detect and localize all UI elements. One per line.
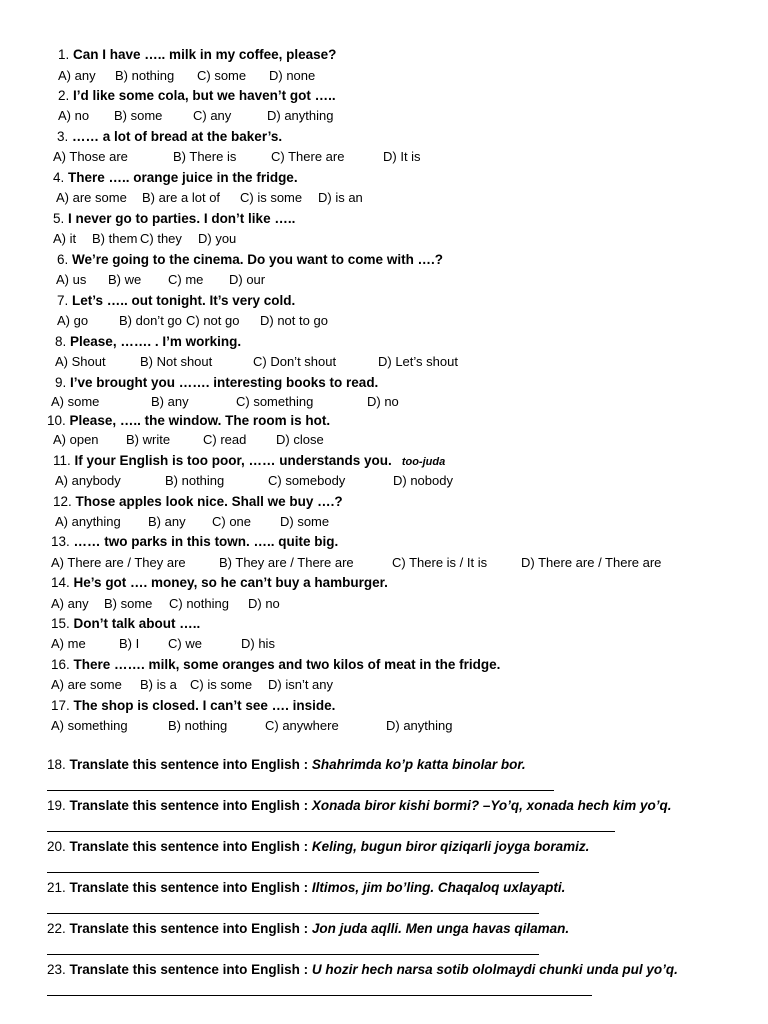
- answer-line-22[interactable]: [47, 954, 539, 955]
- options-16: [51, 677, 333, 693]
- question-11: [53, 453, 445, 470]
- question-text: Can I have ….. milk in my coffee, please?: [73, 47, 337, 62]
- translation-20: [47, 839, 589, 855]
- question-number: 4.: [53, 170, 65, 185]
- option-b: B) are a lot of: [142, 190, 221, 205]
- translation-21: [47, 880, 565, 896]
- option-c: C) Don’t shout: [253, 354, 337, 369]
- question-number: 20.: [47, 839, 66, 854]
- question-7: [57, 293, 295, 309]
- options-3: [53, 149, 421, 165]
- question-number: 10.: [47, 413, 66, 428]
- options-8: [55, 354, 458, 370]
- question-13: [51, 534, 338, 550]
- translation-19: [47, 798, 671, 814]
- option-a: A) something: [51, 718, 128, 733]
- options-11: [55, 473, 453, 489]
- answer-line-19[interactable]: [47, 831, 615, 832]
- question-number: 23.: [47, 962, 66, 977]
- option-c: C) we: [168, 636, 202, 651]
- options-7: [57, 313, 328, 329]
- translation-label: Translate this sentence into English :: [69, 757, 309, 772]
- option-c: C) anywhere: [265, 718, 339, 733]
- question-text: …… two parks in this town. ….. quite big.: [73, 534, 339, 549]
- option-d: D) isn’t any: [268, 677, 334, 692]
- question-number: 19.: [47, 798, 66, 813]
- question-14: [51, 575, 388, 591]
- answer-line-20[interactable]: [47, 872, 539, 873]
- translation-label: Translate this sentence into English :: [69, 839, 309, 854]
- option-a: A) anything: [55, 514, 121, 529]
- question-text: The shop is closed. I can’t see …. inside.: [73, 698, 336, 713]
- options-14: [51, 596, 280, 612]
- option-d: D) nobody: [393, 473, 453, 488]
- options-2: [58, 108, 333, 124]
- option-b: B) some: [104, 596, 153, 611]
- question-3: [57, 129, 282, 145]
- question-text: …… a lot of bread at the baker’s.: [72, 129, 283, 144]
- question-number: 8.: [55, 334, 67, 349]
- option-d: D) some: [280, 514, 330, 529]
- question-number: 9.: [55, 375, 67, 390]
- question-15: [51, 616, 200, 632]
- question-5: [53, 211, 295, 227]
- question-number: 5.: [53, 211, 65, 226]
- translation-23: [47, 962, 678, 978]
- question-8: [55, 334, 241, 350]
- option-c: C) There are: [271, 149, 345, 164]
- question-9: [55, 375, 378, 391]
- question-text: I’ve brought you ……. interesting books to read.: [70, 375, 379, 390]
- option-d: D) you: [198, 231, 237, 246]
- option-b: B) nothing: [115, 68, 175, 83]
- question-17: [51, 698, 335, 714]
- answer-line-21[interactable]: [47, 913, 539, 914]
- option-d: D) There are / There are: [521, 555, 662, 570]
- options-4: [56, 190, 363, 206]
- options-9: [51, 394, 399, 410]
- question-number: 6.: [57, 252, 69, 267]
- option-c: C) nothing: [169, 596, 229, 611]
- option-a: A) it: [53, 231, 77, 246]
- question-text: Please, ….. the window. The room is hot.: [69, 413, 331, 428]
- option-a: A) us: [56, 272, 87, 287]
- option-b: B) them: [92, 231, 138, 246]
- answer-line-23[interactable]: [47, 995, 592, 996]
- translation-sentence: Jon juda aqlli. Men unga havas qilaman.: [311, 921, 570, 936]
- option-c: C) There is / It is: [392, 555, 488, 570]
- option-a: A) go: [57, 313, 89, 328]
- question-number: 12.: [53, 494, 72, 509]
- option-d: D) not to go: [260, 313, 328, 328]
- options-10: [53, 432, 324, 448]
- question-number: 1.: [58, 47, 70, 62]
- question-text: Don’t talk about …..: [73, 616, 201, 631]
- question-text: Let’s ….. out tonight. It’s very cold.: [72, 293, 296, 308]
- option-a: A) open: [53, 432, 99, 447]
- option-a: A) are some: [51, 677, 122, 692]
- option-d: D) our: [229, 272, 266, 287]
- option-b: B) we: [108, 272, 142, 287]
- question-number: 7.: [57, 293, 69, 308]
- option-c: C) they: [140, 231, 182, 246]
- question-text: If your English is too poor, …… understands you.: [74, 453, 392, 468]
- option-c: C) something: [236, 394, 314, 409]
- option-a: A) me: [51, 636, 86, 651]
- translation-22: [47, 921, 569, 937]
- options-6: [56, 272, 265, 288]
- option-b: B) They are / There are: [219, 555, 354, 570]
- option-d: D) close: [276, 432, 324, 447]
- question-number: 11.: [53, 453, 71, 468]
- question-text: I never go to parties. I don’t like …..: [68, 211, 296, 226]
- option-b: B) is a: [140, 677, 177, 692]
- option-b: B) I: [119, 636, 140, 651]
- option-a: A) Those are: [53, 149, 128, 164]
- option-c: C) any: [193, 108, 232, 123]
- options-15: [51, 636, 275, 652]
- option-b: B) any: [151, 394, 189, 409]
- margin-note: too-juda: [401, 456, 446, 468]
- translation-label: Translate this sentence into English :: [69, 921, 309, 936]
- option-d: D) It is: [383, 149, 421, 164]
- option-d: D) none: [269, 68, 316, 83]
- options-12: [55, 514, 329, 530]
- option-a: A) no: [58, 108, 90, 123]
- question-number: 2.: [58, 88, 70, 103]
- option-c: C) one: [212, 514, 252, 529]
- translation-sentence: Keling, bugun biror qiziqarli joyga boramiz.: [311, 839, 590, 854]
- option-c: C) some: [197, 68, 247, 83]
- question-text: He’s got …. money, so he can’t buy a hamburger.: [73, 575, 388, 590]
- question-number: 3.: [57, 129, 69, 144]
- option-d: D) Let’s shout: [378, 354, 458, 369]
- question-text: I’d like some cola, but we haven’t got …..: [73, 88, 336, 103]
- option-c: C) is some: [190, 677, 253, 692]
- option-b: B) some: [114, 108, 163, 123]
- question-16: [51, 657, 500, 673]
- option-b: B) don’t go: [119, 313, 182, 328]
- question-number: 21.: [47, 880, 66, 895]
- question-number: 17.: [51, 698, 70, 713]
- options-17: [51, 718, 452, 734]
- option-b: B) There is: [173, 149, 237, 164]
- option-c: C) somebody: [268, 473, 346, 488]
- translation-label: Translate this sentence into English :: [69, 962, 309, 977]
- option-c: C) read: [203, 432, 247, 447]
- question-number: 18.: [47, 757, 66, 772]
- question-number: 14.: [51, 575, 70, 590]
- option-a: A) any: [58, 68, 96, 83]
- question-text: Those apples look nice. Shall we buy ….?: [75, 494, 343, 509]
- option-a: A) are some: [56, 190, 127, 205]
- question-number: 16.: [51, 657, 70, 672]
- option-a: A) anybody: [55, 473, 121, 488]
- answer-line-18[interactable]: [47, 790, 554, 791]
- option-a: A) There are / They are: [51, 555, 186, 570]
- question-number: 15.: [51, 616, 70, 631]
- translation-label: Translate this sentence into English :: [69, 798, 309, 813]
- question-2: [58, 88, 336, 104]
- question-12: [53, 494, 343, 510]
- option-a: A) any: [51, 596, 89, 611]
- translation-sentence: Xonada biror kishi bormi? –Yo’q, xonada hech kim yo’q.: [311, 798, 672, 813]
- question-6: [57, 252, 443, 268]
- options-13: [51, 555, 661, 571]
- option-d: D) no: [367, 394, 399, 409]
- options-1: [58, 68, 315, 84]
- option-b: B) nothing: [168, 718, 228, 733]
- option-d: D) is an: [318, 190, 363, 205]
- translation-18: [47, 757, 526, 773]
- option-d: D) anything: [386, 718, 453, 733]
- option-b: B) write: [126, 432, 171, 447]
- translation-sentence: U hozir hech narsa sotib ololmaydi chunki unda pul yo’q.: [311, 962, 678, 977]
- option-b: B) Not shout: [140, 354, 213, 369]
- question-text: Please, ……. . I’m working.: [70, 334, 242, 349]
- option-a: A) Shout: [55, 354, 106, 369]
- question-number: 13.: [51, 534, 70, 549]
- question-10: [47, 413, 330, 429]
- option-b: B) any: [148, 514, 186, 529]
- option-d: D) his: [241, 636, 275, 651]
- translation-sentence: Iltimos, jim bo’ling. Chaqaloq uxlayapti.: [311, 880, 566, 895]
- option-d: D) no: [248, 596, 280, 611]
- question-text: There ….. orange juice in the fridge.: [68, 170, 298, 185]
- question-number: 22.: [47, 921, 66, 936]
- question-4: [53, 170, 298, 186]
- question-text: We’re going to the cinema. Do you want to come with ….?: [72, 252, 444, 267]
- option-c: C) not go: [186, 313, 240, 328]
- option-b: B) nothing: [165, 473, 225, 488]
- option-d: D) anything: [267, 108, 334, 123]
- question-1: [58, 47, 336, 63]
- question-text: There ……. milk, some oranges and two kilos of meat in the fridge.: [73, 657, 501, 672]
- option-a: A) some: [51, 394, 100, 409]
- translation-label: Translate this sentence into English :: [69, 880, 309, 895]
- translation-sentence: Shahrimda ko’p katta binolar bor.: [311, 757, 526, 772]
- option-c: C) me: [168, 272, 204, 287]
- options-5: [53, 231, 236, 247]
- option-c: C) is some: [240, 190, 303, 205]
